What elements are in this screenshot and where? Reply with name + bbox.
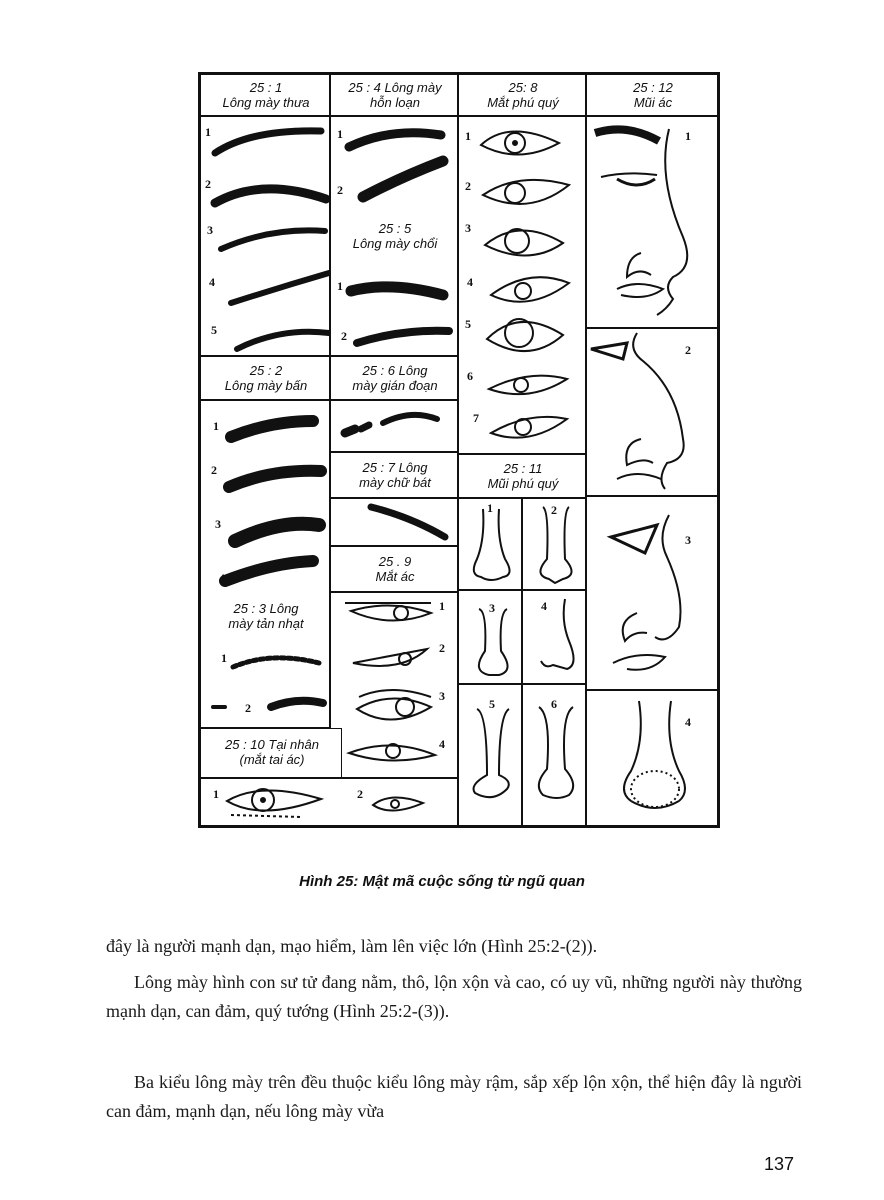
paragraph-2: Lông mày hình con sư tử đang nằm, thô, lộn xộn và cao, có uy vũ, những người này thường mạnh dạn, can đảm, quý tướng (Hình 25:2-(3)). xyxy=(106,972,802,1021)
nose-cell-1: 1 xyxy=(458,498,522,590)
panel-25-6-header xyxy=(330,356,458,400)
panel-25-10-body: 1 2 xyxy=(200,778,458,826)
panel-25-4-body: 1 2 25 : 5 Lông mày chổi 1 2 xyxy=(330,116,458,356)
panel-25-7-body xyxy=(330,498,458,546)
evil-nose-front-4 xyxy=(587,691,719,827)
panel-25-9-title: 25 . 9 Mắt ác xyxy=(375,554,415,584)
panel-25-8-title: 25: 8 Mắt phú quý xyxy=(487,80,559,110)
panel-25-2-3-body: 1 2 3 4 25 : 3 Lông mày tản nhạt 1 2 xyxy=(200,400,330,728)
panel-25-11-header xyxy=(458,454,586,498)
panel-25-12-item-3: 3 xyxy=(586,496,718,690)
panel-25-6-body xyxy=(330,400,458,452)
noble-nose-5 xyxy=(459,685,523,827)
panel-25-9-header xyxy=(330,546,458,592)
eyebrow-sparse-illustrations xyxy=(201,117,331,357)
noble-eyes-illustrations xyxy=(459,117,587,455)
panel-25-4-title: 25 : 4 Lông mày hỗn loạn xyxy=(348,80,442,110)
figure-25 xyxy=(198,72,720,828)
panel-25-2-header xyxy=(200,356,330,400)
evil-eyes-illustrations xyxy=(331,593,459,779)
paragraph-1: đây là người mạnh dạn, mạo hiểm, làm lên việc lớn (Hình 25:2-(2)). xyxy=(106,936,598,956)
eyebrow-scattered-illustrations xyxy=(201,401,331,729)
panel-25-12-item-4: 4 xyxy=(586,690,718,826)
panel-25-4-header xyxy=(330,74,458,116)
panel-25-3-title: 25 : 3 Lông mày tản nhạt xyxy=(228,601,304,631)
evil-nose-profile-2 xyxy=(587,329,719,497)
panel-25-9-body: 1 2 3 4 xyxy=(330,592,458,778)
evil-nose-profile-1 xyxy=(587,117,719,329)
noble-nose-4 xyxy=(523,591,587,685)
panel-25-6-title: 25 : 6 Lông mày gián đoạn xyxy=(352,363,438,393)
panel-25-12-item-1: 1 xyxy=(586,116,718,328)
panel-25-7-header xyxy=(330,452,458,498)
noble-nose-1 xyxy=(459,499,523,591)
evil-nose-profile-3 xyxy=(587,497,719,691)
noble-nose-3 xyxy=(459,591,523,685)
panel-25-5-title: 25 : 5 Lông mày chổi xyxy=(352,221,438,251)
panel-25-7-title: 25 : 7 Lông mày chữ bát xyxy=(359,460,431,490)
figure-caption: Hình 25: Mật mã cuộc sống từ ngũ quan xyxy=(299,873,585,890)
panel-25-1-header xyxy=(200,74,330,116)
nose-cell-3: 3 xyxy=(458,590,522,684)
eyebrow-broom-illustrations xyxy=(331,117,459,357)
evil-fate-eyes-illustrations xyxy=(201,779,459,827)
noble-nose-6 xyxy=(523,685,587,827)
panel-25-10-title: 25 : 10 Tại nhân (mắt tai ác) xyxy=(225,737,319,767)
panel-25-12-title: 25 : 12 Mũi ác xyxy=(633,80,673,110)
panel-25-8-header xyxy=(458,74,586,116)
eyebrow-eight-shape-illustration xyxy=(331,499,459,547)
panel-25-1-title: 25 : 1 Lông mày thưa xyxy=(222,80,310,110)
panel-25-10-header xyxy=(200,728,342,778)
nose-cell-6: 6 xyxy=(522,684,586,826)
noble-nose-2 xyxy=(523,499,587,591)
nose-cell-2: 2 xyxy=(522,498,586,590)
panel-25-12-header xyxy=(586,74,718,116)
panel-25-8-body: 1 2 3 4 5 6 7 xyxy=(458,116,586,454)
page-number: 137 xyxy=(764,1154,795,1174)
eyebrow-broken-illustration xyxy=(331,401,459,453)
panel-25-1-body: 1 2 3 4 5 xyxy=(200,116,330,356)
panel-25-12-item-2: 2 xyxy=(586,328,718,496)
nose-cell-5: 5 xyxy=(458,684,522,826)
paragraph-3: Ba kiểu lông mày trên đều thuộc kiểu lông mày rậm, sắp xếp lộn xộn, thể hiện đây là người can đảm, mạnh dạn, nếu lông mày vừa xyxy=(106,1072,802,1121)
nose-cell-4: 4 xyxy=(522,590,586,684)
panel-25-11-title: 25 : 11 Mũi phú quý xyxy=(487,461,559,491)
panel-25-2-title: 25 : 2 Lông mày bấn xyxy=(224,363,308,393)
